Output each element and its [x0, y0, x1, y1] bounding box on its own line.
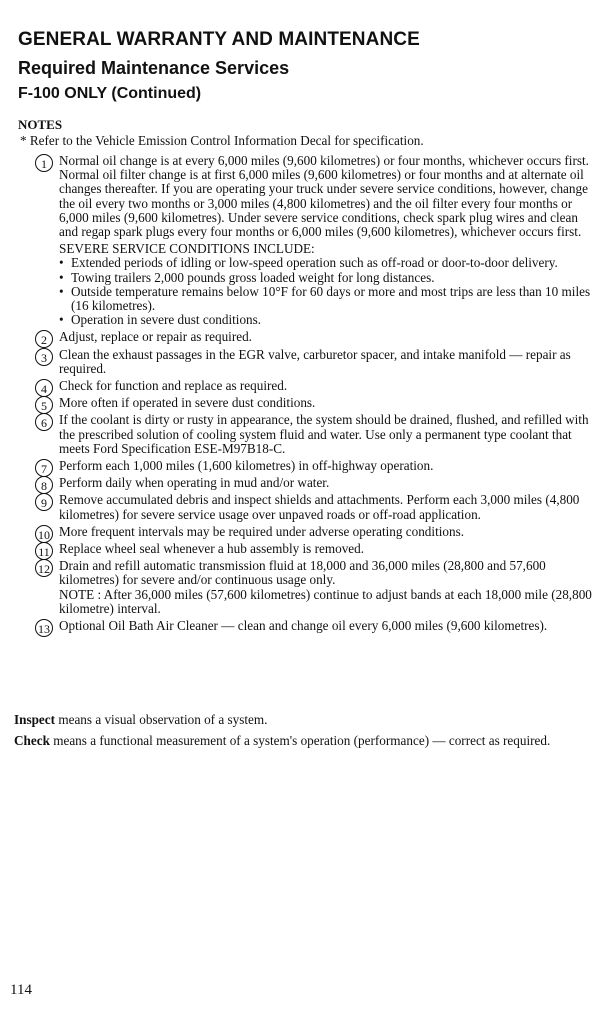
note-item-3 [0, 348, 594, 376]
transmission-note: NOTE : After 36,000 miles (57,600 kilometres) continue to adjust bands at each 18,000 mile (28,800 kilometre) interval. [59, 586, 592, 616]
list-item: • Operation in severe dust conditions. [59, 313, 594, 327]
note-number: 4 [35, 379, 53, 397]
note-text: Adjust, replace or repair as required. [59, 329, 252, 345]
page-number: 114 [10, 982, 32, 998]
note-text: More frequent intervals may be required under adverse operating conditions. [59, 523, 465, 539]
note-item-7 [0, 458, 594, 477]
note-text: More often if operated in severe dust conditions. [59, 395, 316, 411]
note-item-4 [0, 378, 594, 397]
check-text: means a functional measurement of a system's operation (performance) — correct as required. [53, 733, 551, 748]
note-text: Check for function and replace as required. [59, 378, 288, 394]
note-text: If the coolant is dirty or rusty in appearance, the system should be drained, flushed, and refilled with the prescribed solution of cooling system fluid and water. Use only a permanent type coolant that meets Ford Specification ESE-M97B18-C. [59, 412, 589, 456]
star-note [20, 134, 580, 148]
note-item-2 [0, 329, 594, 348]
note-number: 7 [35, 459, 53, 477]
star-note-text: Refer to the Vehicle Emission Control Information Decal for specification. [29, 133, 424, 148]
note-number: 12 [35, 559, 53, 577]
note-item-13 [0, 618, 594, 637]
notes-heading: NOTES [18, 117, 63, 132]
note-text: Perform daily when operating in mud and/or water. [59, 475, 330, 491]
note-item-8 [0, 475, 594, 494]
note-number: 8 [35, 476, 53, 494]
note-number: 2 [35, 330, 53, 348]
note-item-11 [0, 541, 594, 560]
note-text: Drain and refill automatic transmission fluid at 18,000 and 36,000 miles (28,800 and 57,600 kilometres) for severe and/or continuous usage only. [59, 558, 546, 588]
inspect-term: Inspect [14, 712, 56, 727]
check-term: Check [14, 733, 50, 748]
note-number: 5 [35, 396, 53, 414]
note-number: 10 [35, 525, 53, 543]
note-text: Clean the exhaust passages in the EGR valve, carburetor spacer, and intake manifold — repair as required. [59, 346, 571, 376]
note-item-12 [0, 559, 594, 616]
note-item-5 [0, 395, 594, 414]
note-number: 3 [35, 348, 53, 366]
inspect-text: means a visual observation of a system. [58, 712, 268, 727]
note-text: Replace wheel seal whenever a hub assembly is removed. [59, 541, 365, 557]
severe-conditions-list [59, 256, 594, 327]
severe-conditions-heading: SEVERE SERVICE CONDITIONS INCLUDE: [59, 241, 315, 257]
note-number: 13 [35, 619, 53, 637]
note-item-9 [0, 493, 594, 521]
note-number: 11 [35, 542, 53, 560]
note-text: Remove accumulated debris and inspect shields and attachments. Perform each 3,000 miles (4,800 kilometres) for severe service usage over unpaved roads or off-road application. [59, 492, 580, 522]
inspect-definition [14, 713, 584, 727]
check-definition [14, 734, 584, 748]
page-subtitle: Required Maintenance Services [18, 58, 290, 78]
note-item-6 [0, 413, 594, 456]
notes-list [0, 154, 610, 636]
note-text: Normal oil change is at every 6,000 miles (9,600 kilometres) or four months, whichever occurs first. Normal oil filter change is at first 6,000 miles (9,600 kilometres) or four months and at alternate oil changes thereafter. If you are operating your truck under severe service conditions, however, change the oil every two months or 3,000 miles (4,800 kilometres) and the oil filter every four months or 6,000 miles (9,600 kilometres). Under severe service conditions, check spark plug wires and clean and regap spark plugs every four months or 6,000 miles (9,600 kilometres), whichever occurs first. [59, 153, 589, 240]
page-title: GENERAL WARRANTY AND MAINTENANCE [18, 29, 420, 50]
note-item-1 [0, 154, 594, 327]
star-marker: * [20, 133, 27, 148]
note-text: Optional Oil Bath Air Cleaner — clean and change oil every 6,000 miles (9,600 kilometres). [59, 618, 548, 634]
section-heading: F-100 ONLY (Continued) [18, 85, 202, 102]
list-item: • Towing trailers 2,000 pounds gross loaded weight for long distances. [59, 271, 594, 285]
note-item-10 [0, 523, 594, 542]
note-text: Perform each 1,000 miles (1,600 kilometres) in off-highway operation. [59, 458, 434, 474]
note-number: 1 [35, 154, 53, 172]
list-item: • Outside temperature remains below 10°F for 60 days or more and most trips are less than 10 miles (16 kilometres). [59, 285, 594, 313]
note-number: 9 [35, 493, 53, 511]
note-number: 6 [35, 413, 53, 431]
list-item: • Extended periods of idling or low-speed operation such as off-road or door-to-door delivery. [59, 256, 594, 270]
